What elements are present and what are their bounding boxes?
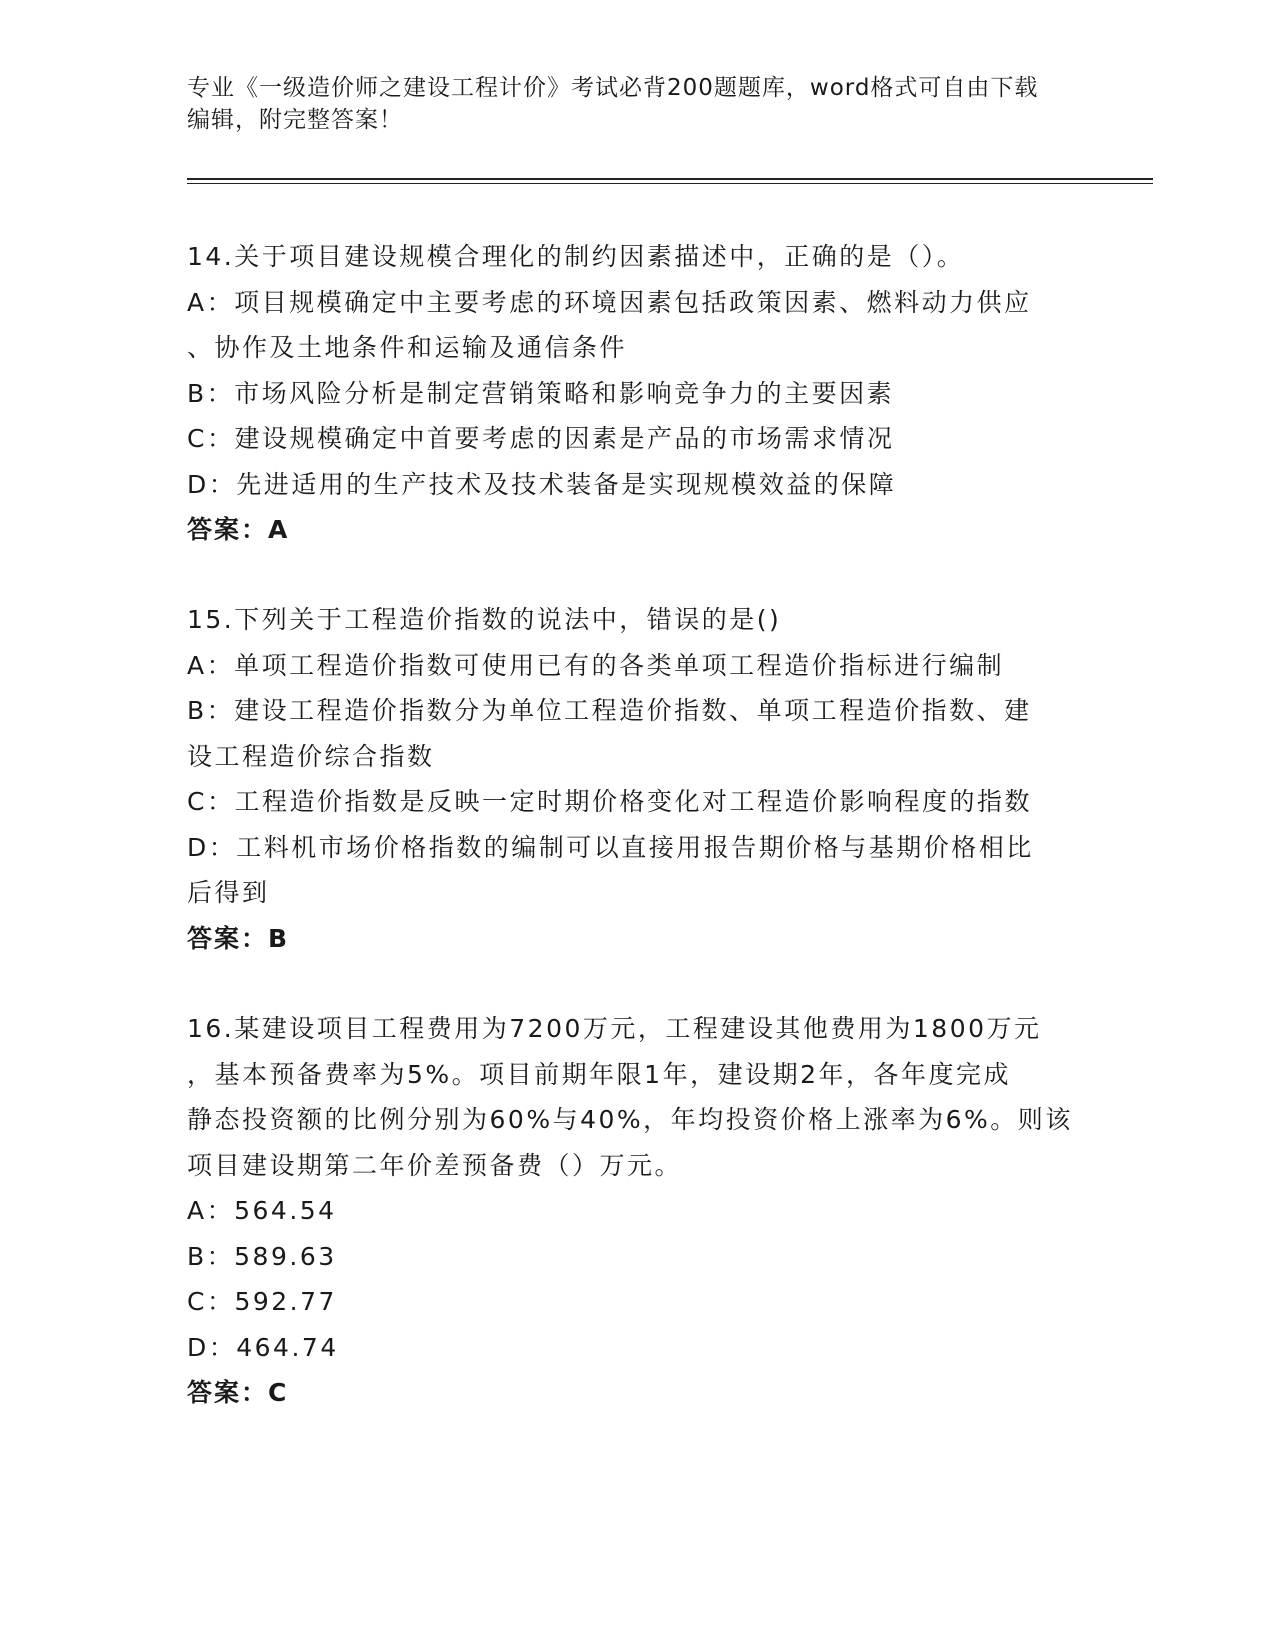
option-d: D：先进适用的生产技术及技术装备是实现规模效益的保障	[187, 469, 897, 499]
option-c: C：建设规模确定中首要考虑的因素是产品的市场需求情况	[187, 424, 895, 453]
option-b: B：建设工程造价指数分为单位工程造价指数、单项工程造价指数、建	[187, 696, 1032, 725]
answer-label: 答案：A	[187, 515, 290, 544]
option-b: B：589.63	[187, 1241, 337, 1271]
option-d-continued: 后得到	[187, 878, 270, 907]
option-d: D：工料机市场价格指数的编制可以直接用报告期价格与基期价格相比	[187, 832, 1034, 862]
answer-label: 答案：B	[187, 923, 290, 953]
header-divider-thin	[187, 183, 1153, 184]
answer-label: 答案：C	[187, 1378, 289, 1407]
question-15	[187, 597, 1087, 961]
option-b: B：市场风险分析是制定营销策略和影响竞争力的主要因素	[187, 378, 895, 408]
question-stem-line-1: 16.某建设项目工程费用为7200万元，工程建设其他费用为1800万元	[187, 1014, 1042, 1043]
question-stem-line-3: 静态投资额的比例分别为60%与40%，年均投资价格上涨率为6%。则该	[187, 1105, 1073, 1134]
question-stem: 14.关于项目建设规模合理化的制约因素描述中，正确的是（）。	[187, 242, 965, 271]
header-divider	[187, 178, 1153, 180]
option-b-continued: 设工程造价综合指数	[187, 741, 435, 771]
question-14	[187, 234, 1087, 553]
option-d: D：464.74	[187, 1332, 339, 1362]
option-a: A：564.54	[187, 1196, 337, 1225]
option-a-continued: 、协作及土地条件和运输及通信条件	[187, 333, 628, 362]
option-c: C：592.77	[187, 1287, 337, 1316]
page-header	[187, 72, 1087, 136]
question-16	[187, 1006, 1087, 1416]
question-stem-line-2: ，基本预备费率为5%。项目前期年限1年，建设期2年，各年度完成	[187, 1059, 1011, 1089]
question-stem-line-4: 项目建设期第二年价差预备费（）万元。	[187, 1150, 683, 1180]
option-a: A：项目规模确定中主要考虑的环境因素包括政策因素、燃料动力供应	[187, 287, 1032, 317]
header-line-1: 专业《一级造价师之建设工程计价》考试必背200题题库，word格式可自由下载	[187, 75, 1039, 101]
option-a: A：单项工程造价指数可使用已有的各类单项工程造价指标进行编制	[187, 650, 1005, 680]
question-stem: 15.下列关于工程造价指数的说法中，错误的是()	[187, 605, 782, 634]
option-c: C：工程造价指数是反映一定时期价格变化对工程造价影响程度的指数	[187, 787, 1032, 816]
header-line-2: 编辑，附完整答案！	[187, 107, 403, 133]
